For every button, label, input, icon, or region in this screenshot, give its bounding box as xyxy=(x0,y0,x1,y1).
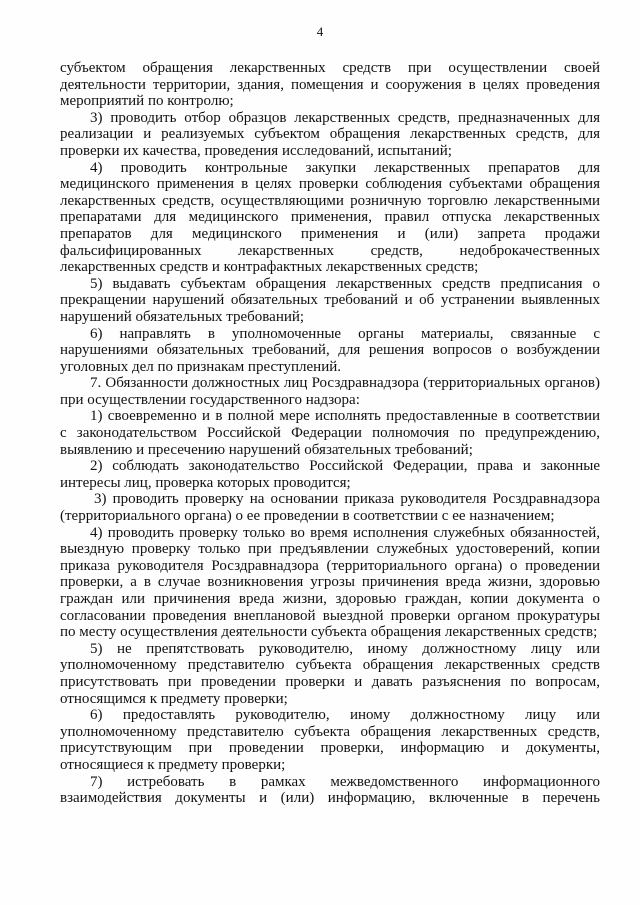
text-line: фальсифицированных лекарственных средств, недоброкачественных xyxy=(60,242,600,259)
text-line: лекарственных средств и контрафактных лекарственных средств; xyxy=(60,259,479,276)
text-line: нарушений обязательных требований; xyxy=(60,308,305,325)
text-line: взаимодействия документы и (или) информацию, включенные в перечень xyxy=(60,790,600,807)
page-number: 4 xyxy=(316,24,324,39)
text-line: препаратами для медицинского применения, правил отпуска лекарственных xyxy=(60,209,600,226)
text-line: граждан или причинения вреда жизни, здоровью граждан, копии документа о xyxy=(60,591,600,607)
text-line: присутствовать при проведении проверки и давать разъяснения по вопросам, xyxy=(60,673,600,690)
text-line: 6) направлять в уполномоченные органы материалы, связанные с xyxy=(90,325,600,342)
text-line: 7. Обязанности должностных лиц Росздравнадзора (территориальных органов) xyxy=(90,375,600,392)
text-line: 6) предоставлять руководителю, иному должностному лицу или xyxy=(90,707,600,724)
text-line: уголовных дел по признакам преступлений. xyxy=(60,358,342,375)
text-line: мероприятий по контролю; xyxy=(60,93,234,110)
text-line: 7) истребовать в рамках межведомственного информационного xyxy=(90,773,600,790)
text-line: относящимся к предмету проверки; xyxy=(60,690,288,707)
text-line: субъектом обращения лекарственных средств при осуществлении своей xyxy=(60,60,600,76)
text-line: присутствующим при проведении проверки, информацию и документы, xyxy=(60,740,600,757)
text-line: (территориального органа) о ее проведении в соответствии с ее назначением; xyxy=(60,508,555,525)
text-line: 3) проводить проверку на основании приказа руководителя Росздравнадзора xyxy=(94,491,600,508)
text-line: согласовании проведения внеплановой выездной проверки органом прокуратуры xyxy=(60,607,600,624)
text-line: нарушениями обязательных требований, для решения вопросов о возбуждении xyxy=(60,342,600,359)
text-line: 4) проводить проверку только во время исполнения служебных обязанностей, xyxy=(90,524,600,541)
text-line: проверки, а в случае возникновения угрозы причинения вреда жизни, здоровью xyxy=(60,574,600,591)
text-line: препаратов для медицинского применения и (или) запрета продажи xyxy=(60,225,600,242)
text-line: деятельности территории, здания, помещения и сооружения в целях проведения xyxy=(60,76,600,93)
text-line: при осуществлении государственного надзора: xyxy=(60,391,360,408)
text-line: 3) проводить отбор образцов лекарственных средств, предназначенных для xyxy=(90,109,600,126)
text-line: медицинского применения в целях проверки соблюдения субъектами обращения xyxy=(60,176,600,193)
text-line: прекращении нарушений обязательных требований и об устранении выявленных xyxy=(60,292,600,309)
text-line: 2) соблюдать законодательство Российской Федерации, права и законные xyxy=(90,458,600,475)
text-line: приказа руководителя Росздравнадзора (территориального органа) о проведении xyxy=(60,557,600,574)
text-line: 5) выдавать субъектам обращения лекарственных средств предписания о xyxy=(90,275,600,292)
document-body xyxy=(60,60,600,807)
text-line: 4) проводить контрольные закупки лекарственных препаратов для xyxy=(90,159,600,176)
text-line: проверки их качества, проведения исследований, испытаний; xyxy=(60,142,452,159)
text-line: лекарственных средств, осуществляющими розничную торговлю лекарственными xyxy=(60,192,600,209)
text-line: 5) не препятствовать руководителю, иному должностному лицу или xyxy=(90,640,600,657)
text-line: по месту осуществления деятельности субъекта обращения лекарственных средств; xyxy=(60,624,598,641)
text-line: относящиеся к предмету проверки; xyxy=(60,756,286,773)
text-line: реализации и реализуемых субъектом обращения лекарственных средств, для xyxy=(60,126,600,143)
text-line: интересы лиц, проверка которых проводится; xyxy=(60,474,351,491)
text-line: 1) своевременно и в полной мере исполнять предоставленные в соответствии xyxy=(90,408,600,425)
text-line: уполномоченному представителю субъекта обращения лекарственных средств, xyxy=(60,723,600,740)
text-line: выездную проверку только при предъявлении служебных удостоверений, копии xyxy=(60,541,600,558)
text-line: с законодательством Российской Федерации полномочия по предупреждению, xyxy=(60,425,600,442)
text-line: выявлению и пресечению нарушений обязательных требований; xyxy=(60,441,473,458)
text-line: уполномоченному представителю субъекта обращения лекарственных средств xyxy=(60,657,600,674)
